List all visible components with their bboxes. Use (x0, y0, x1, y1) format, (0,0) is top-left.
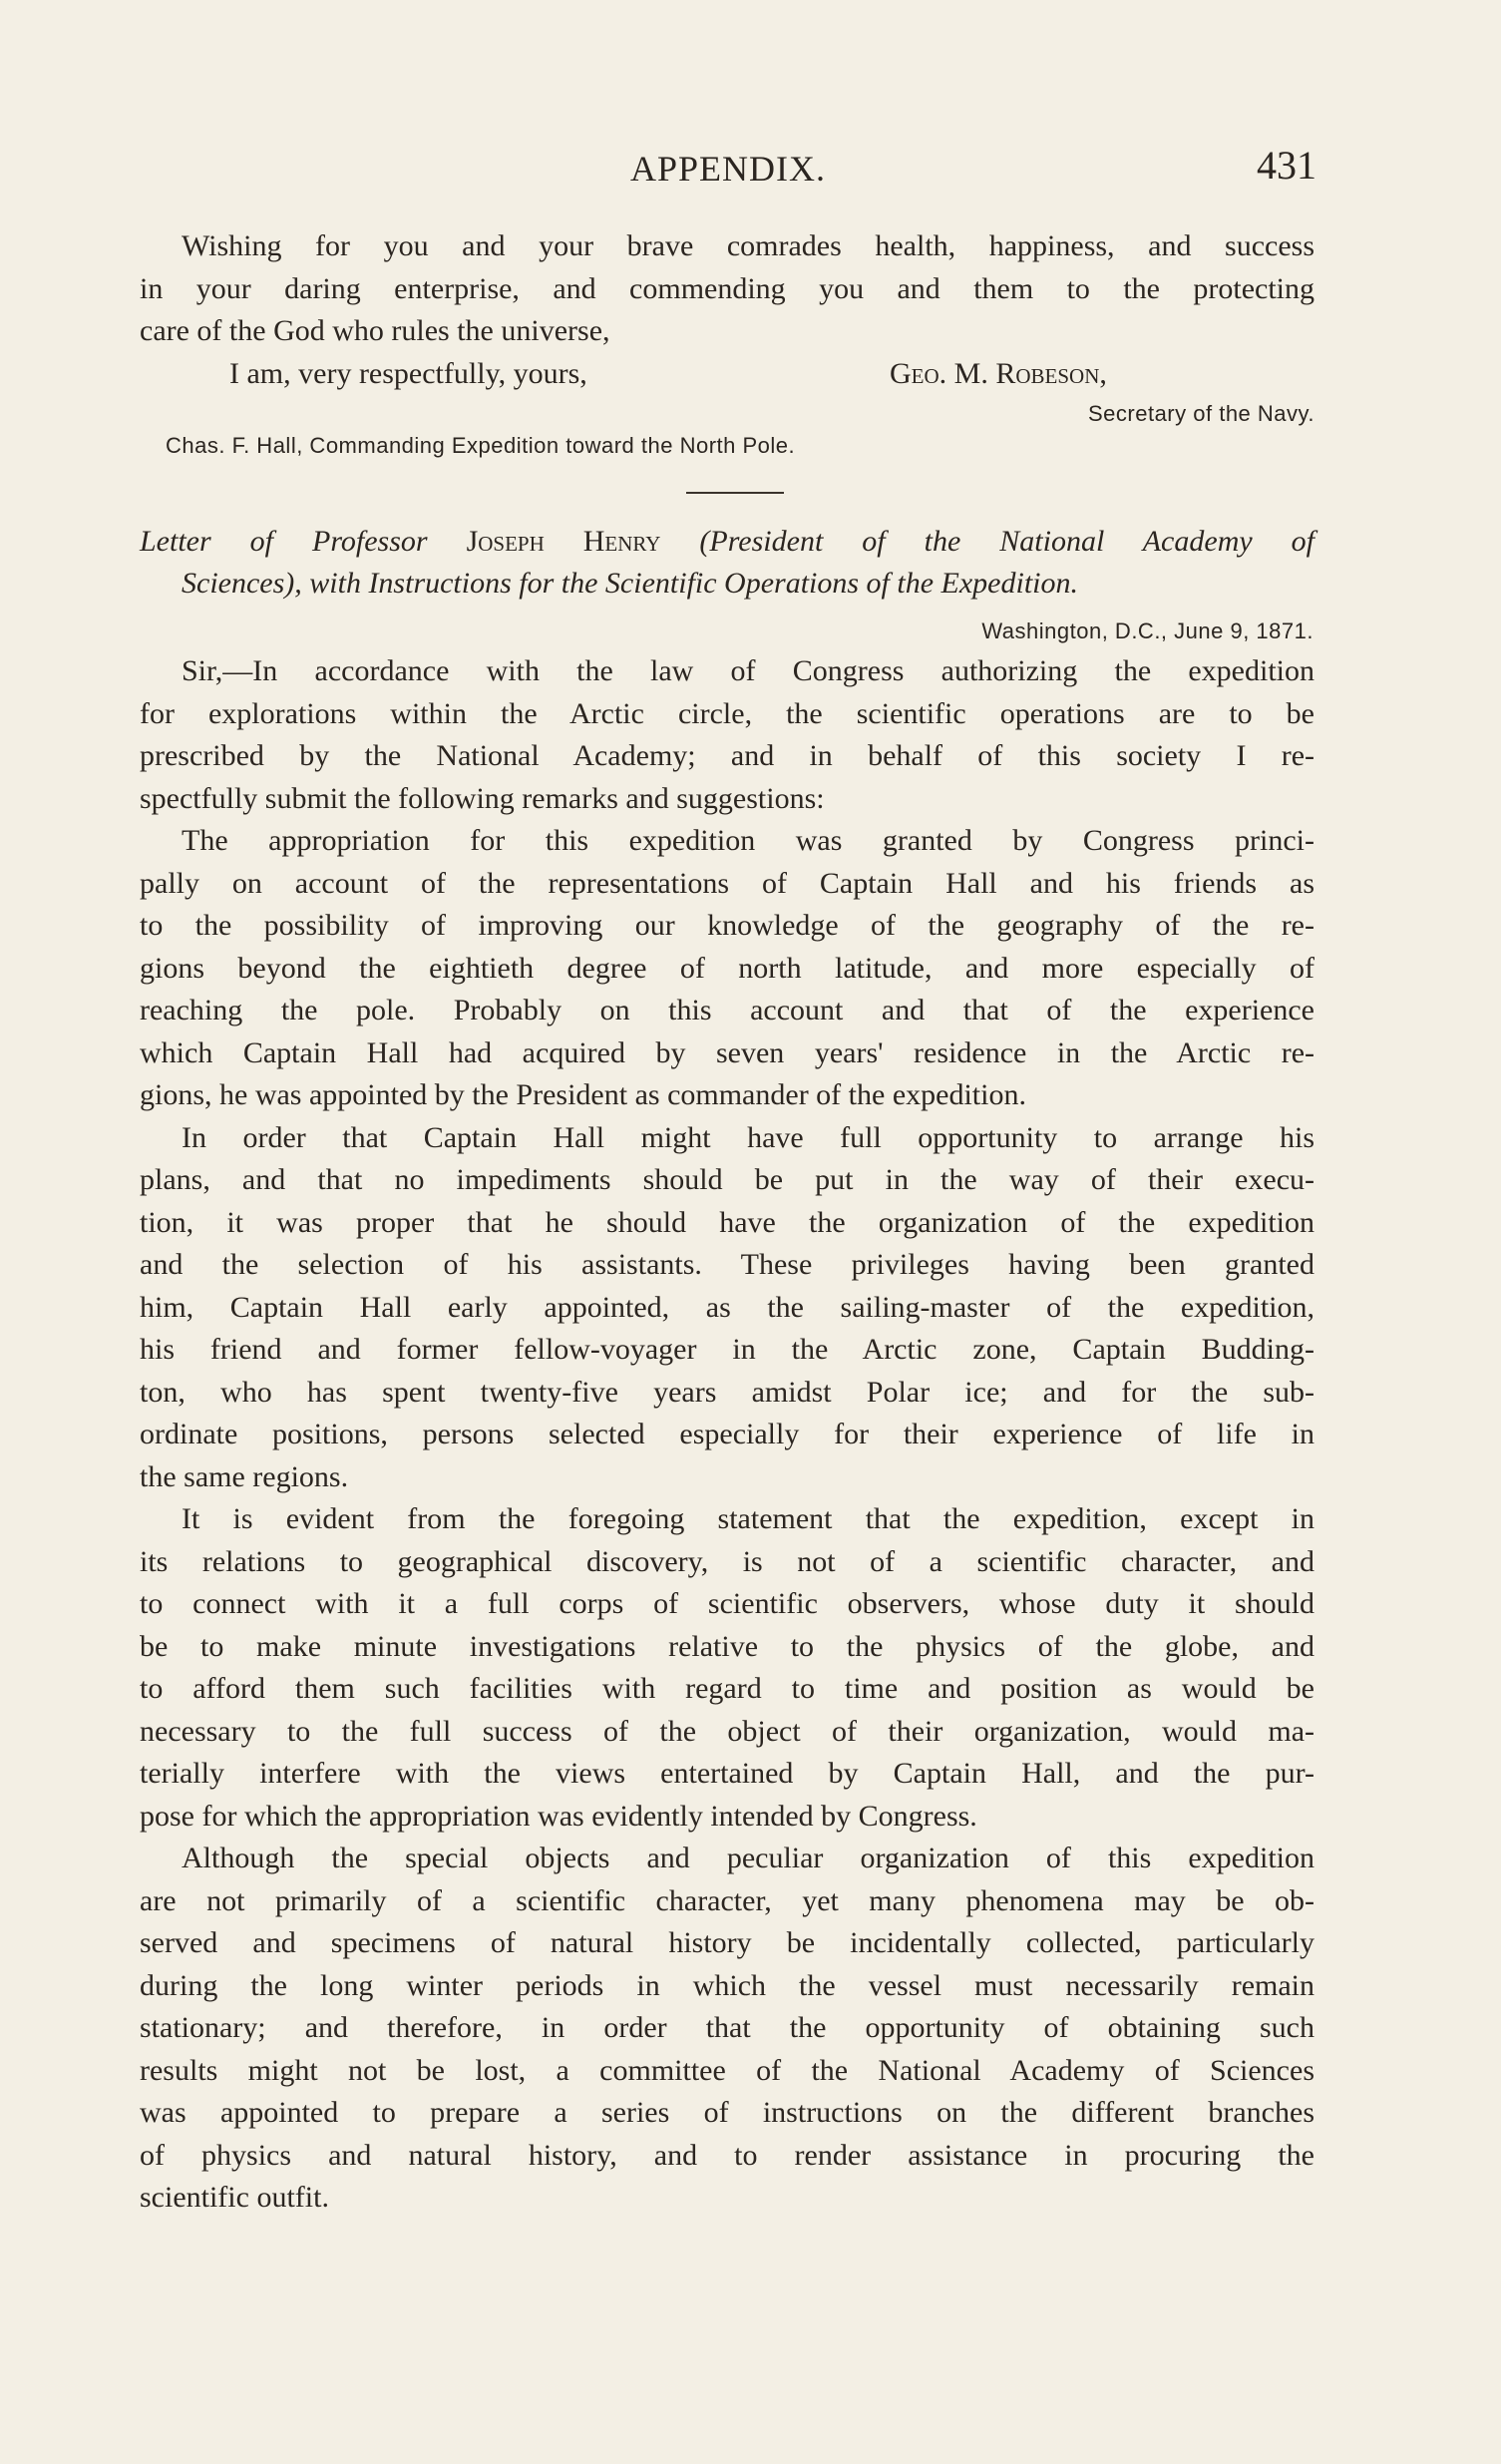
signature-title: Secretary of the Navy. (1087, 400, 1314, 426)
text-line: spectfully submit the following remarks and suggestions: (140, 781, 825, 815)
paragraph (140, 1838, 1314, 2220)
text-line: pally on account of the representations of Captain Hall and his friends as (140, 866, 1314, 900)
paragraph (140, 1117, 1314, 1499)
closing-line: Wishing for you and your brave comrades health, happiness, and success (182, 229, 1314, 262)
text-line: ton, who has spent twenty-five years amidst Polar ice; and for the sub- (140, 1375, 1314, 1409)
paragraph (140, 650, 1314, 820)
text-line: tion, it was proper that he should have the organization of the expedition (140, 1205, 1314, 1239)
heading-line-1 (140, 521, 1314, 563)
signature-row (140, 353, 1314, 397)
closing-line: in your daring enterprise, and commending you and them to the protecting (140, 271, 1314, 305)
text-line: pose for which the appropriation was evidently intended by Congress. (140, 1799, 977, 1833)
text-line: Sir,—In accordance with the law of Congress authorizing the expedition (182, 654, 1314, 687)
letter-heading (140, 521, 1314, 605)
heading-text: (President of the National Academy of (660, 525, 1315, 558)
signature-title-row (140, 397, 1314, 427)
text-line: Although the special objects and peculiar organization of this expedition (182, 1842, 1314, 1874)
addressee-row (140, 427, 1314, 459)
text-line: of physics and natural history, and to render assistance in procuring the (140, 2138, 1314, 2172)
text-line: ordinate positions, persons selected especially for their experience of life in (140, 1418, 1314, 1450)
text-line: to the possibility of improving our knowledge of the geography of the re- (140, 909, 1314, 942)
text-line: the same regions. (140, 1459, 349, 1493)
text-line: to afford them such facilities with regard to time and position as would be (140, 1672, 1314, 1705)
text-line: scientific outfit. (140, 2181, 329, 2214)
text-line: plans, and that no impediments should be put in the way of their execu- (140, 1163, 1314, 1196)
text-line: his friend and former fellow-voyager in the Arctic zone, Captain Budding- (140, 1333, 1314, 1366)
text-line: In order that Captain Hall might have full opportunity to arrange his (182, 1120, 1314, 1154)
signature: Geo. M. Robeson, (890, 356, 1107, 390)
text-line: reaching the pole. Probably on this account and that of the experience (140, 994, 1314, 1027)
text-line: It is evident from the foregoing statement that the expedition, except in (182, 1502, 1314, 1535)
text-line: gions, he was appointed by the President as commander of the expedition. (140, 1078, 1026, 1111)
letter-body (140, 650, 1314, 2220)
text-line: are not primarily of a scientific character, yet many phenomena may be ob- (140, 1883, 1314, 1917)
closing-line: care of the God who rules the universe, (140, 314, 610, 347)
salutation: I am, very respectfully, yours, (229, 356, 587, 390)
text-line: which Captain Hall had acquired by seven years' residence in the Arctic re- (140, 1035, 1314, 1069)
running-head: APPENDIX. (629, 149, 826, 189)
addressee: Chas. F. Hall, Commanding Expedition toward the North Pole. (166, 432, 796, 458)
text-line: stationary; and therefore, in order that the opportunity of obtaining such (140, 2011, 1314, 2044)
text-line: results might not be lost, a committee of the National Academy of Sciences (140, 2053, 1314, 2087)
text-line: for explorations within the Arctic circle, the scientific operations are to be (140, 696, 1314, 730)
paragraph (140, 820, 1314, 1117)
text-line: prescribed by the National Academy; and in behalf of this society I re- (140, 739, 1314, 772)
closing-block (140, 225, 1314, 459)
text-line: terially interfere with the views entertained by Captain Hall, and the pur- (140, 1757, 1314, 1790)
text-line: be to make minute investigations relative to the physics of the globe, and (140, 1629, 1314, 1663)
page-header (140, 143, 1316, 198)
text-line: necessary to the full success of the object of their organization, would ma- (140, 1714, 1314, 1748)
text-line: The appropriation for this expedition was granted by Congress princi- (182, 824, 1314, 857)
heading-text: Letter of Professor (140, 525, 467, 558)
text-line: to connect with it a full corps of scientific observers, whose duty it should (140, 1587, 1314, 1620)
text-line: served and specimens of natural history be incidentally collected, particularly (140, 1926, 1314, 1959)
dateline: Washington, D.C., June 9, 1871. (981, 618, 1313, 643)
heading-name: Joseph Henry (466, 525, 661, 558)
paragraph (140, 1498, 1314, 1838)
text-line: gions beyond the eightieth degree of north latitude, and more especially of (140, 951, 1314, 985)
heading-line-2: Sciences), with Instructions for the Scientific Operations of the Expedition. (182, 567, 1079, 600)
section-divider (686, 492, 784, 494)
page-number: 431 (1257, 143, 1316, 188)
text-line: and the selection of his assistants. These privileges having been granted (140, 1248, 1314, 1281)
text-line: during the long winter periods in which the vessel must necessarily remain (140, 1968, 1314, 2002)
text-line: was appointed to prepare a series of instructions on the different branches (140, 2096, 1314, 2129)
text-line: him, Captain Hall early appointed, as the sailing-master of the expedition, (140, 1290, 1314, 1324)
text-line: its relations to geographical discovery, is not of a scientific character, and (140, 1544, 1314, 1578)
